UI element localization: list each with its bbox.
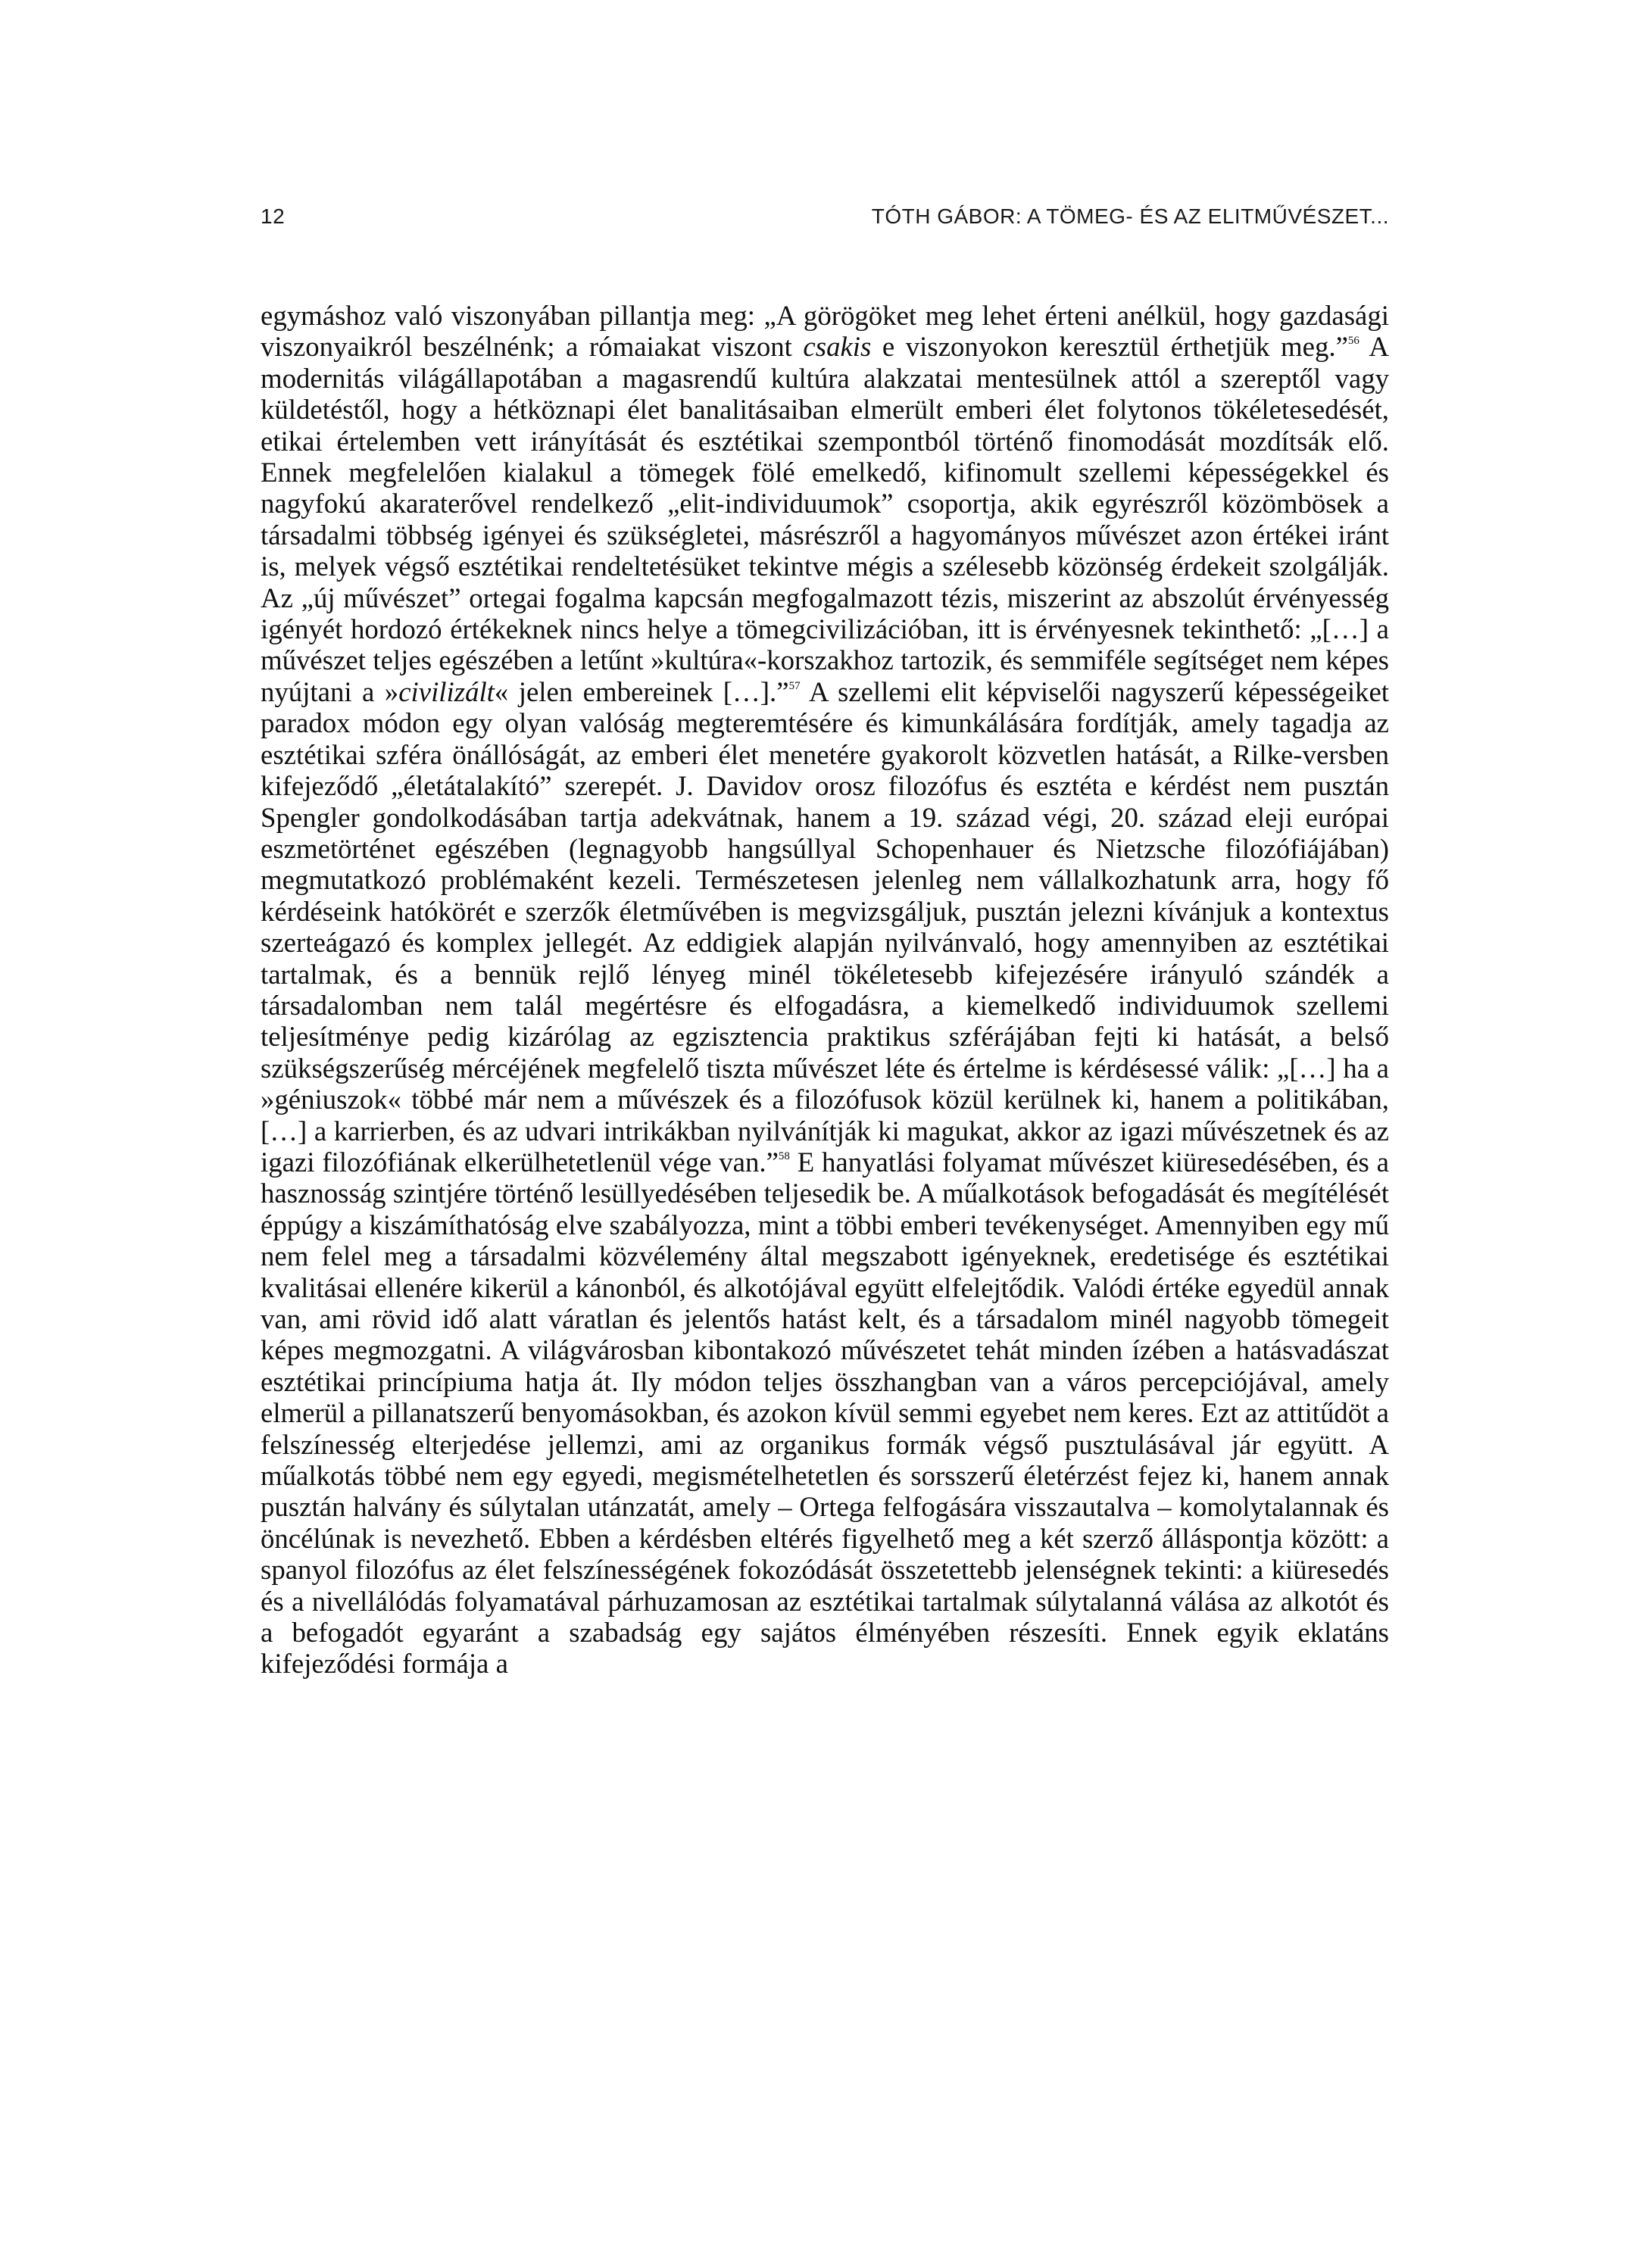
page-header bbox=[261, 204, 1389, 235]
running-title: TÓTH GÁBOR: A TÖMEG- ÉS AZ ELITMŰVÉSZET... bbox=[871, 204, 1389, 228]
text-run: e viszonyokon keresztül érthetjük meg.” bbox=[871, 331, 1348, 363]
text-run: egymáshoz való viszonyában pillantja meg: „A görögöket meg lehet érteni anélkül, hogy gazdasági viszonyaikról beszélnénk; a rómaiakat viszont bbox=[261, 300, 1389, 363]
italic-text: civilizált bbox=[398, 675, 495, 707]
text-run: « jelen embereinek […].” bbox=[494, 675, 789, 707]
text-run: E hanyatlási folyamat művészet kiüresedésében, és a hasznosság szintjére történő lesüllyedésében teljesedik be. A műalkotások befogadását és megítélését éppúgy a kiszámíthatóság elve szabályozza, mint a többi emberi tevékenységet. Amennyiben egy mű nem felel meg a társadalmi közvélemény által megszabott igényeknek, eredetisége és esztétikai kvalitásai ellenére kikerül a kánonból, és alkotójával együtt elfelejtődik. Valódi értéke egyedül annak van, ami rövid idő alatt váratlan és jelentős hatást kelt, és a társadalom minél nagyobb tömegeit képes megmozgatni. A világvárosban kibontakozó művészetet tehát minden ízében a hatásvadászat esztétikai princípiuma hatja át. Ily módon teljes összhangban van a város percepciójával, amely elmerül a pillanatszerű benyomásokban, és azokon kívül semmi egyebet nem keres. Ezt az attitűdöt a felszínesség elterjedése jellemzi, ami az organikus formák végső pusztulásával jár együtt. A műalkotás többé nem egy egyedi, megismételhetetlen és sorsszerű életérzést fejez ki, hanem annak pusztán halvány és súlytalan utánzatát, amely – Ortega felfogására visszautalva – komolytalannak és öncélúnak is nevezhető. Ebben a kérdésben eltérés figyelhető meg a két szerző álláspontja között: a spanyol filozófus az élet felszínességének fokozódását összetettebb jelenségnek tekinti: a kiüresedés és a nivellálódás folyamatával párhuzamosan az esztétikai tartalmak súlytalanná válása az alkotót és a befogadót egyaránt a szabadság egy sajátos élményében részesíti. Ennek egyik eklatáns kifejeződési formája a bbox=[261, 1146, 1389, 1680]
text-run: A szellemi elit képviselői nagyszerű képességeiket paradox módon egy olyan valóság megteremtésére és kimunkálására fordítják, amely tagadja az esztétikai szféra önállóságát, az emberi élet menetére gyakorolt közvetlen hatását, a Rilke-versben kifejeződő „életátalakító” szerepét. J. Davidov orosz filozófus és esztéta e kérdést nem pusztán Spengler gondolkodásában tartja adekvátnak, hanem a 19. század végi, 20. század eleji európai eszmetörténet egészében (legnagyobb hangsúllyal Schopenhauer és Nietzsche filozófiájában) megmutatkozó problémaként kezeli. Természetesen jelenleg nem vállalkozhatunk arra, hogy fő kérdéseink hatókörét e szerzők életművében is megvizsgáljuk, pusztán jelezni kívánjuk a kontextus szerteágazó és komplex jellegét. Az eddigiek alapján nyilvánvaló, hogy amennyiben az esztétikai tartalmak, és a bennük rejlő lényeg minél tökéletesebb kifejezésére irányuló szándék a társadalomban nem talál megértésre és elfogadásra, a kiemelkedő individuumok szellemi teljesítménye pedig kizárólag az egzisztencia praktikus szférájában fejti ki hatását, a belső szükségszerűség mércéjének megfelelő tiszta művészet léte és értelme is kérdésessé válik: „[…] ha a »géniuszok« többé már nem a művészek és a filozófusok közül kerülnek ki, hanem a politikában, […] a karrierben, és az udvari intrikákban nyilvánítják ki magukat, akkor az igazi művészetnek és az igazi filozófiának elkerülhetetlenül vége van.” bbox=[261, 675, 1390, 1178]
paragraph bbox=[261, 300, 1389, 1680]
footnote-ref-57[interactable]: 57 bbox=[788, 679, 801, 692]
italic-text: csakis bbox=[803, 331, 872, 363]
footnote-ref-56[interactable]: 56 bbox=[1347, 335, 1359, 348]
footnote-ref-58[interactable]: 58 bbox=[778, 1150, 790, 1162]
page-number: 12 bbox=[261, 204, 286, 228]
body-text bbox=[261, 300, 1389, 1680]
text-run: A modernitás világállapotában a magasrendű kultúra alakzatai mentesülnek attól a szereptől vagy küldetéstől, hogy a hétköznapi élet banalitásaiban elmerült emberi élet folytonos tökéletesedését, etikai értelemben vett irányítását és esztétikai szempontból történő finomodását mozdítsák elő. Ennek megfelelően kialakul a tömegek fölé emelkedő, kifinomult szellemi képességekkel és nagyfokú akaraterővel rendelkező „elit-individuumok” csoportja, akik egyrészről közömbösek a társadalmi többség igényei és szükségletei, másrészről a hagyományos művészet azon értékei iránt is, melyek végső esztétikai rendeltetésüket tekintve mégis a szélesebb közönség érdekeit szolgálják. Az „új művészet” ortegai fogalma kapcsán megfogalmazott tézis, miszerint az abszolút érvényesség igényét hordozó értékeknek nincs helye a tömegcivilizációban, itt is érvényesnek tekinthető: „[…] a művészet teljes egészében a letűnt »kultúra«-korszakhoz tartozik, és semmiféle segítséget nem képes nyújtani a » bbox=[261, 331, 1390, 707]
